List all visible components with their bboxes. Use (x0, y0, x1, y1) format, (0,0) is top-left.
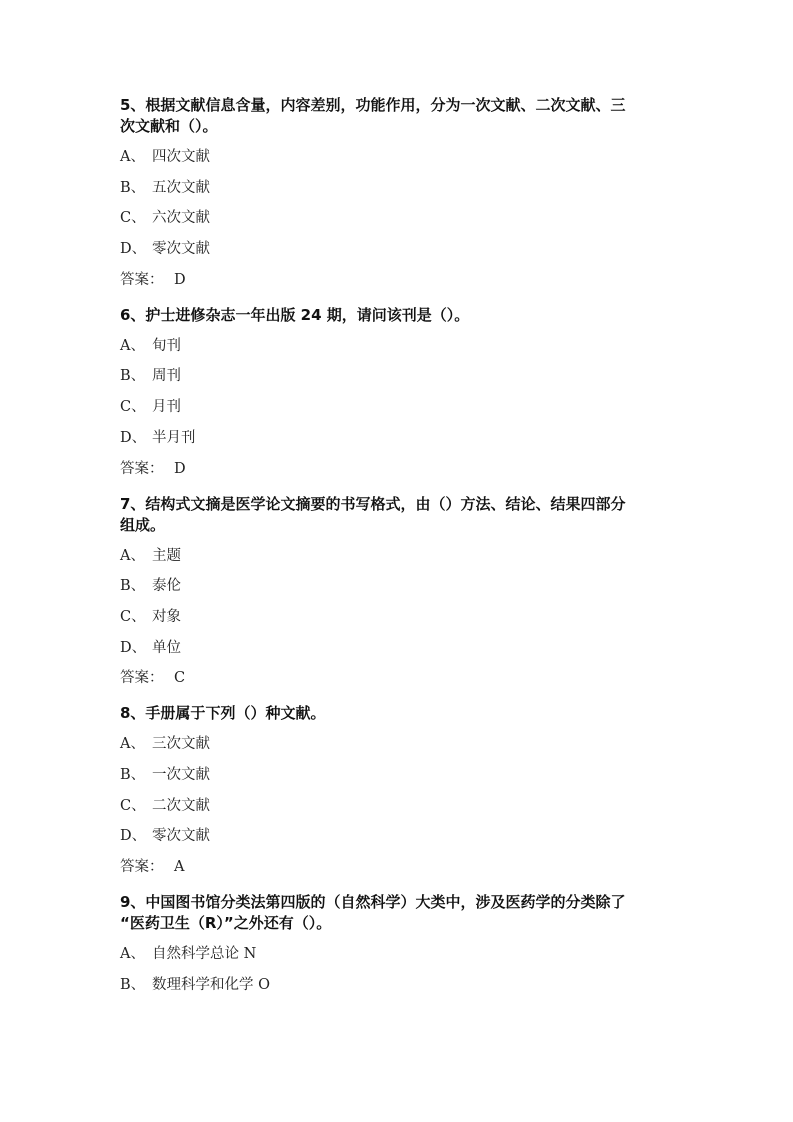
answer-value: C (174, 670, 186, 687)
answer-label: 答案： (120, 460, 164, 477)
option-letter: D、 (120, 241, 147, 258)
question-title-line: 5、根据文献信息含量，内容差别，功能作用，分为一次文献、二次文献、三 (120, 96, 626, 114)
option-letter: C、 (120, 399, 146, 416)
answer-label: 答案： (120, 859, 164, 875)
option-text: 单位 (152, 639, 181, 656)
question-7 (120, 494, 665, 689)
option-letter: A、 (120, 337, 145, 354)
option-text: 自然科学总论 N (152, 946, 257, 962)
option-a (120, 546, 665, 566)
option-text: 月刊 (152, 399, 181, 416)
question-title (120, 892, 665, 934)
option-letter: B、 (120, 976, 146, 993)
option-a (120, 336, 665, 356)
option-letter: A、 (120, 736, 145, 753)
option-letter: D、 (120, 429, 147, 446)
option-letter: C、 (120, 797, 146, 814)
option-text: 零次文献 (152, 241, 210, 258)
option-letter: D、 (120, 828, 147, 845)
answer-label: 答案： (120, 670, 164, 687)
option-text: 六次文献 (152, 210, 210, 227)
option-b (120, 576, 665, 596)
option-a (120, 944, 665, 964)
option-letter: B、 (120, 578, 146, 595)
option-a (120, 734, 665, 754)
answer-line (120, 270, 665, 290)
option-letter: C、 (120, 210, 146, 227)
question-title-line: 6、护士进修杂志一年出版 24 期，请问该刊是（）。 (120, 305, 470, 324)
option-text: 二次文献 (152, 797, 210, 814)
option-d (120, 638, 665, 658)
answer-label: 答案： (120, 271, 164, 288)
option-b (120, 178, 665, 198)
question-8 (120, 703, 665, 877)
option-d (120, 428, 665, 448)
question-title-line: “医药卫生（R）”之外还有（）。 (120, 914, 332, 932)
question-title-line: 7、结构式文摘是医学论文摘要的书写格式，由（）方法、结论、结果四部分 (120, 494, 626, 513)
document-page (120, 95, 665, 1005)
option-letter: B、 (120, 179, 146, 196)
question-6 (120, 305, 665, 479)
question-title-line: 9、中国图书馆分类法第四版的（自然科学）大类中，涉及医药学的分类除了 (120, 893, 626, 911)
question-9 (120, 892, 665, 995)
question-title-line: 组成。 (120, 515, 166, 534)
question-5 (120, 95, 665, 290)
question-title-line: 8、手册属于下列（）种文献。 (120, 704, 326, 723)
option-text: 零次文献 (152, 828, 210, 845)
question-title (120, 95, 665, 137)
option-letter: A、 (120, 946, 145, 962)
option-letter: A、 (120, 149, 145, 165)
option-c (120, 607, 665, 627)
option-d (120, 826, 665, 846)
option-text: 一次文献 (152, 766, 210, 783)
answer-line (120, 668, 665, 688)
option-letter: A、 (120, 547, 145, 564)
option-text: 周刊 (152, 368, 181, 385)
option-c (120, 397, 665, 417)
option-b (120, 975, 665, 995)
option-a (120, 147, 665, 167)
answer-line (120, 857, 665, 877)
option-text: 对象 (152, 608, 181, 625)
answer-value: A (174, 859, 185, 875)
answer-value: D (174, 271, 186, 288)
option-d (120, 239, 665, 259)
option-text: 泰伦 (152, 578, 181, 595)
option-text: 四次文献 (152, 149, 210, 165)
option-b (120, 366, 665, 386)
option-letter: D、 (120, 639, 147, 656)
answer-value: D (174, 460, 186, 477)
option-text: 五次文献 (152, 179, 210, 196)
question-title (120, 494, 665, 536)
option-letter: B、 (120, 766, 146, 783)
option-text: 主题 (152, 547, 181, 564)
question-title (120, 703, 665, 724)
question-title (120, 305, 665, 326)
option-text: 半月刊 (152, 429, 196, 446)
option-text: 数理科学和化学 O (152, 976, 270, 993)
option-c (120, 796, 665, 816)
option-text: 三次文献 (152, 736, 210, 753)
option-letter: B、 (120, 368, 146, 385)
option-b (120, 765, 665, 785)
answer-line (120, 459, 665, 479)
question-title-line: 次文献和（）。 (120, 117, 218, 135)
option-text: 旬刊 (152, 337, 181, 354)
option-letter: C、 (120, 608, 146, 625)
option-c (120, 208, 665, 228)
